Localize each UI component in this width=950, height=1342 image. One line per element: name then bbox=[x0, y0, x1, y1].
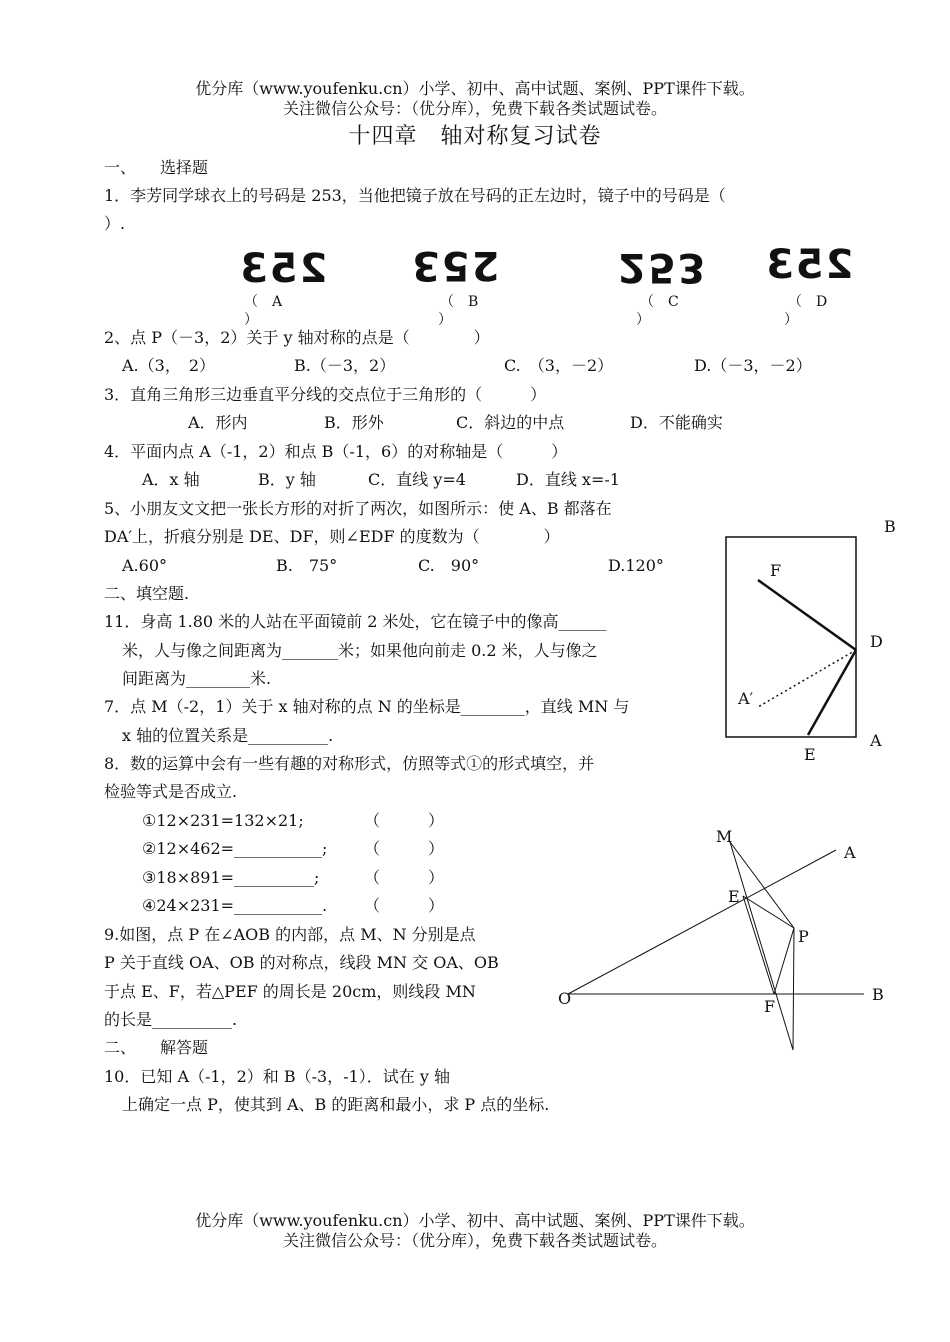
label-b: B bbox=[872, 985, 884, 1004]
q1-close-c: ） bbox=[636, 312, 650, 328]
label-f: F bbox=[770, 561, 782, 580]
q8-item-1: ①12×231=132×21; bbox=[142, 811, 304, 830]
q1-mirror-image-d: 253 bbox=[764, 242, 854, 288]
q5-option-b: B. 75° bbox=[276, 556, 338, 575]
page-title: 十四章 轴对称复习试卷 bbox=[348, 124, 602, 149]
segment-ep bbox=[743, 896, 794, 928]
q1-label-d: （ D bbox=[788, 294, 828, 310]
q8-line-1: 8．数的运算中会有一些有趣的对称形式，仿照等式①的形式填空，并 bbox=[104, 754, 595, 773]
q5-option-d: D.120° bbox=[608, 556, 664, 575]
label-e: E bbox=[804, 745, 816, 764]
section-fill-heading: 二、填空题. bbox=[104, 584, 190, 603]
q9-angle-figure bbox=[550, 820, 900, 1060]
q8-paren-3: （ ） bbox=[364, 868, 445, 887]
q9-line-1: 9.如图，点 P 在∠AOB 的内部，点 M、N 分别是点 bbox=[104, 925, 476, 944]
q9-line-2: P 关于直线 OA、OB 的对称点，线段 MN 交 OA、OB bbox=[104, 953, 499, 972]
q1-mirror-image-a: 253 bbox=[238, 246, 328, 292]
segment-fp bbox=[774, 928, 794, 994]
label-o: O bbox=[558, 989, 572, 1008]
q3-stem: 3．直角三角形三边垂直平分线的交点位于三角形的（ ） bbox=[104, 385, 547, 404]
q4-option-b: B．y 轴 bbox=[258, 470, 316, 489]
q1-close-a: ） bbox=[244, 312, 258, 328]
q8-item-2: ②12×462=___________; bbox=[142, 839, 328, 858]
label-b: B bbox=[884, 517, 896, 536]
q5-option-c: C. 90° bbox=[418, 556, 480, 575]
q8-paren-4: （ ） bbox=[364, 896, 445, 915]
q1-label-c: （ C bbox=[640, 294, 679, 310]
q1-label-a: （ A bbox=[244, 294, 283, 310]
q8-paren-1: （ ） bbox=[364, 811, 445, 830]
segment-pn bbox=[793, 928, 794, 1050]
q2-option-d: D.（－3，－2） bbox=[694, 356, 812, 375]
q4-option-c: C．直线 y=4 bbox=[368, 470, 466, 489]
q8-item-3: ③18×891=__________; bbox=[142, 868, 320, 887]
section-answer-heading: 二、 解答题 bbox=[104, 1038, 209, 1057]
q2-option-c: C. （3，－2） bbox=[504, 356, 614, 375]
label-m: M bbox=[716, 827, 733, 846]
segment-mn bbox=[730, 842, 793, 1050]
q3-option-c: C．斜边的中点 bbox=[456, 413, 565, 432]
header-line-2: 关注微信公众号：（优分库），免费下载各类试题试卷。 bbox=[282, 99, 667, 118]
ray-oa bbox=[568, 850, 836, 994]
header-line-1: 优分库（www.youfenku.cn）小学、初中、高中试题、案例、PPT课件下载。 bbox=[195, 79, 755, 98]
q1-mirror-image-b: 253 bbox=[410, 242, 500, 288]
q11-line-3: 间距离为________米. bbox=[122, 669, 272, 688]
footer-line-2: 关注微信公众号：（优分库），免费下载各类试题试卷。 bbox=[282, 1231, 667, 1250]
q2-stem: 2、点 P（－3，2）关于 y 轴对称的点是（ ） bbox=[104, 328, 490, 347]
q5-option-a: A.60° bbox=[122, 556, 167, 575]
label-e: E bbox=[728, 887, 740, 906]
q11-line-1: 11．身高 1.80 米的人站在平面镜前 2 米处，它在镜子中的像高______ bbox=[104, 612, 607, 631]
q9-line-3: 于点 E、F，若△PEF 的周长是 20cm，则线段 MN bbox=[104, 982, 476, 1001]
q1-line-2: ）. bbox=[104, 214, 126, 233]
q3-option-a: A．形内 bbox=[188, 413, 248, 432]
q7-line-1: 7．点 M（-2，1）关于 x 轴对称的点 N 的坐标是________，直线 MN 与 bbox=[104, 697, 630, 716]
q5-fold-figure bbox=[720, 510, 910, 780]
crease-df bbox=[758, 580, 856, 650]
label-a: A bbox=[870, 731, 882, 750]
q5-line-1: 5、小朋友文文把一张长方形的对折了两次，如图所示：使 A、B 都落在 bbox=[104, 499, 612, 518]
q8-paren-2: （ ） bbox=[364, 839, 445, 858]
q9-line-4: 的长是__________. bbox=[104, 1010, 238, 1029]
q1-mirror-image-c: 253 bbox=[618, 244, 708, 290]
q1-close-b: ） bbox=[438, 312, 452, 328]
q10-line-2: 上确定一点 P，使其到 A、B 的距离和最小，求 P 点的坐标. bbox=[122, 1095, 550, 1114]
crease-de bbox=[808, 650, 856, 735]
label-a-prime: A′ bbox=[738, 689, 754, 708]
label-a: A bbox=[844, 843, 856, 862]
q3-option-d: D．不能确实 bbox=[630, 413, 723, 432]
q1-label-b: （ B bbox=[440, 294, 479, 310]
q10-line-1: 10．已知 A（-1，2）和 B（-3，-1）．试在 y 轴 bbox=[104, 1067, 450, 1086]
label-p: P bbox=[798, 927, 809, 946]
q4-option-d: D．直线 x=-1 bbox=[516, 470, 620, 489]
q8-item-4: ④24×231=___________. bbox=[142, 896, 328, 915]
q3-option-b: B．形外 bbox=[324, 413, 384, 432]
q2-option-a: A.（3， 2） bbox=[122, 356, 216, 375]
section-choice-heading: 一、 选择题 bbox=[104, 158, 209, 177]
label-d: D bbox=[870, 632, 883, 651]
label-f: F bbox=[764, 997, 776, 1016]
q5-line-2: DA′上，折痕分别是 DE、DF，则∠EDF 的度数为（ ） bbox=[104, 527, 560, 546]
q4-option-a: A．x 轴 bbox=[142, 470, 200, 489]
segment-ef bbox=[743, 896, 774, 994]
q8-line-2: 检验等式是否成立. bbox=[104, 782, 238, 801]
q11-line-2: 米，人与像之间距离为_______米；如果他向前走 0.2 米，人与像之 bbox=[122, 641, 598, 660]
q2-option-b: B.（－3，2） bbox=[294, 356, 396, 375]
q7-line-2: x 轴的位置关系是__________. bbox=[122, 726, 334, 745]
q4-stem: 4．平面内点 A（-1，2）和点 B（-1，6）的对称轴是（ ） bbox=[104, 442, 568, 461]
segment-mp bbox=[730, 842, 794, 928]
footer-line-1: 优分库（www.youfenku.cn）小学、初中、高中试题、案例、PPT课件下载。 bbox=[195, 1211, 755, 1230]
q1-line-1: 1．李芳同学球衣上的号码是 253，当他把镜子放在号码的正左边时，镜子中的号码是（ bbox=[104, 186, 726, 205]
q1-close-d: ） bbox=[784, 312, 798, 328]
